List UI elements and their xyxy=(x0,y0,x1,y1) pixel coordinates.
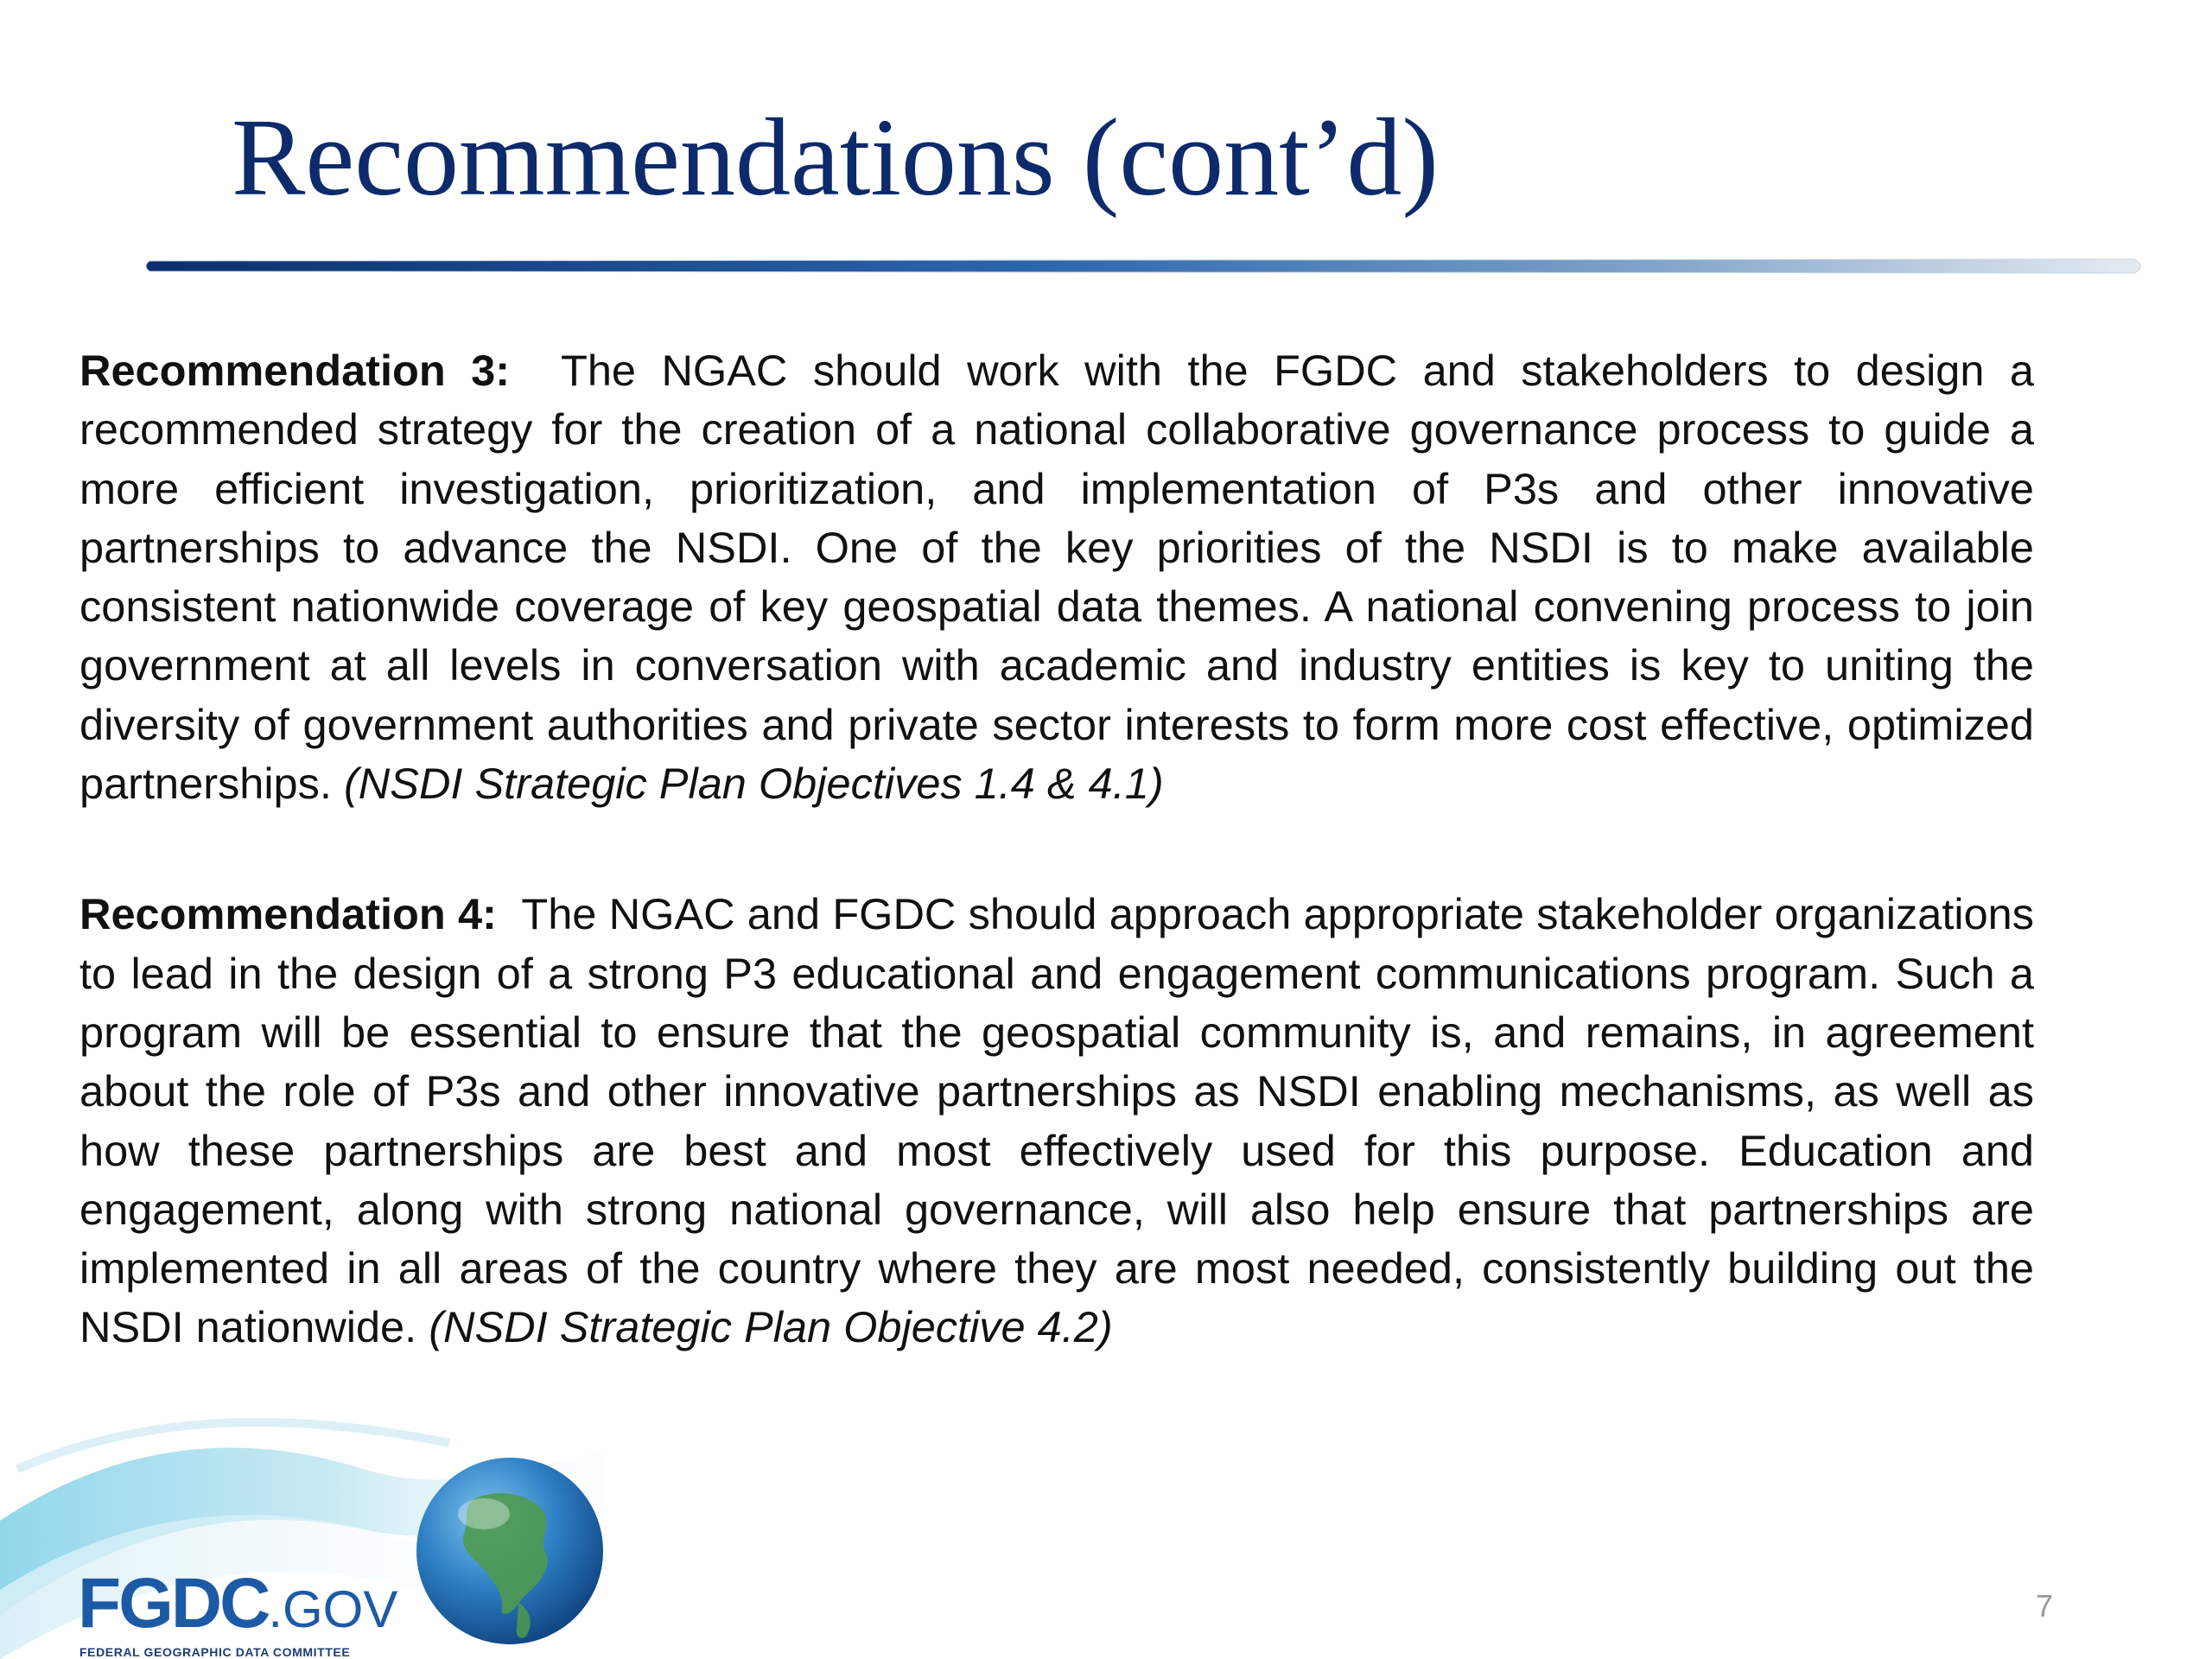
recommendation-label: Recommendation 4: xyxy=(79,889,497,939)
page-number: 7 xyxy=(2036,1588,2054,1624)
title-underline xyxy=(143,254,2147,278)
recommendation-3 xyxy=(79,341,2034,813)
recommendation-citation: (NSDI Strategic Plan Objectives 1.4 & 4.1) xyxy=(343,759,1164,809)
slide-title: Recommendations (cont’d) xyxy=(232,96,1439,219)
recommendation-text: The NGAC should work with the FGDC and stakeholders to design a recommended strategy for the creation of a national collaborative governance process to guide a more efficient investigation, prioritization, and implementation of P3s and other innovative partnerships to advance the NSDI. One of the key priorities of the NSDI is to make available consistent nationwide coverage of key geospatial data themes. A national convening process to join government at all levels in conversation with academic and industry entities is key to uniting the diversity of government authorities and private sector interests to form more cost effective, optimized partnerships. xyxy=(79,346,2035,809)
recommendation-4 xyxy=(79,885,2034,1357)
fgdc-logo-wordmark: FGDC.GOV xyxy=(78,1564,398,1643)
fgdc-logo-subtitle: FEDERAL GEOGRAPHIC DATA COMMITTEE xyxy=(79,1645,351,1659)
recommendation-label: Recommendation 3: xyxy=(79,346,511,395)
recommendation-text: The NGAC and FGDC should approach appropriate stakeholder organizations to lead in the design of a strong P3 educational and engagement communications program. Such a program will be essential to ensure that the geospatial community is, and remains, in agreement about the role of P3s and other innovative partnerships as NSDI enabling mechanisms, as well as how these partnerships are best and most effectively used for this purpose. Education and engagement, along with strong national governance, will also help ensure that partnerships are implemented in all areas of the country where they are most needed, consistently building out the NSDI nationwide. xyxy=(79,889,2034,1352)
recommendation-citation: (NSDI Strategic Plan Objective 4.2) xyxy=(429,1302,1113,1352)
slide-body xyxy=(79,341,2034,1357)
